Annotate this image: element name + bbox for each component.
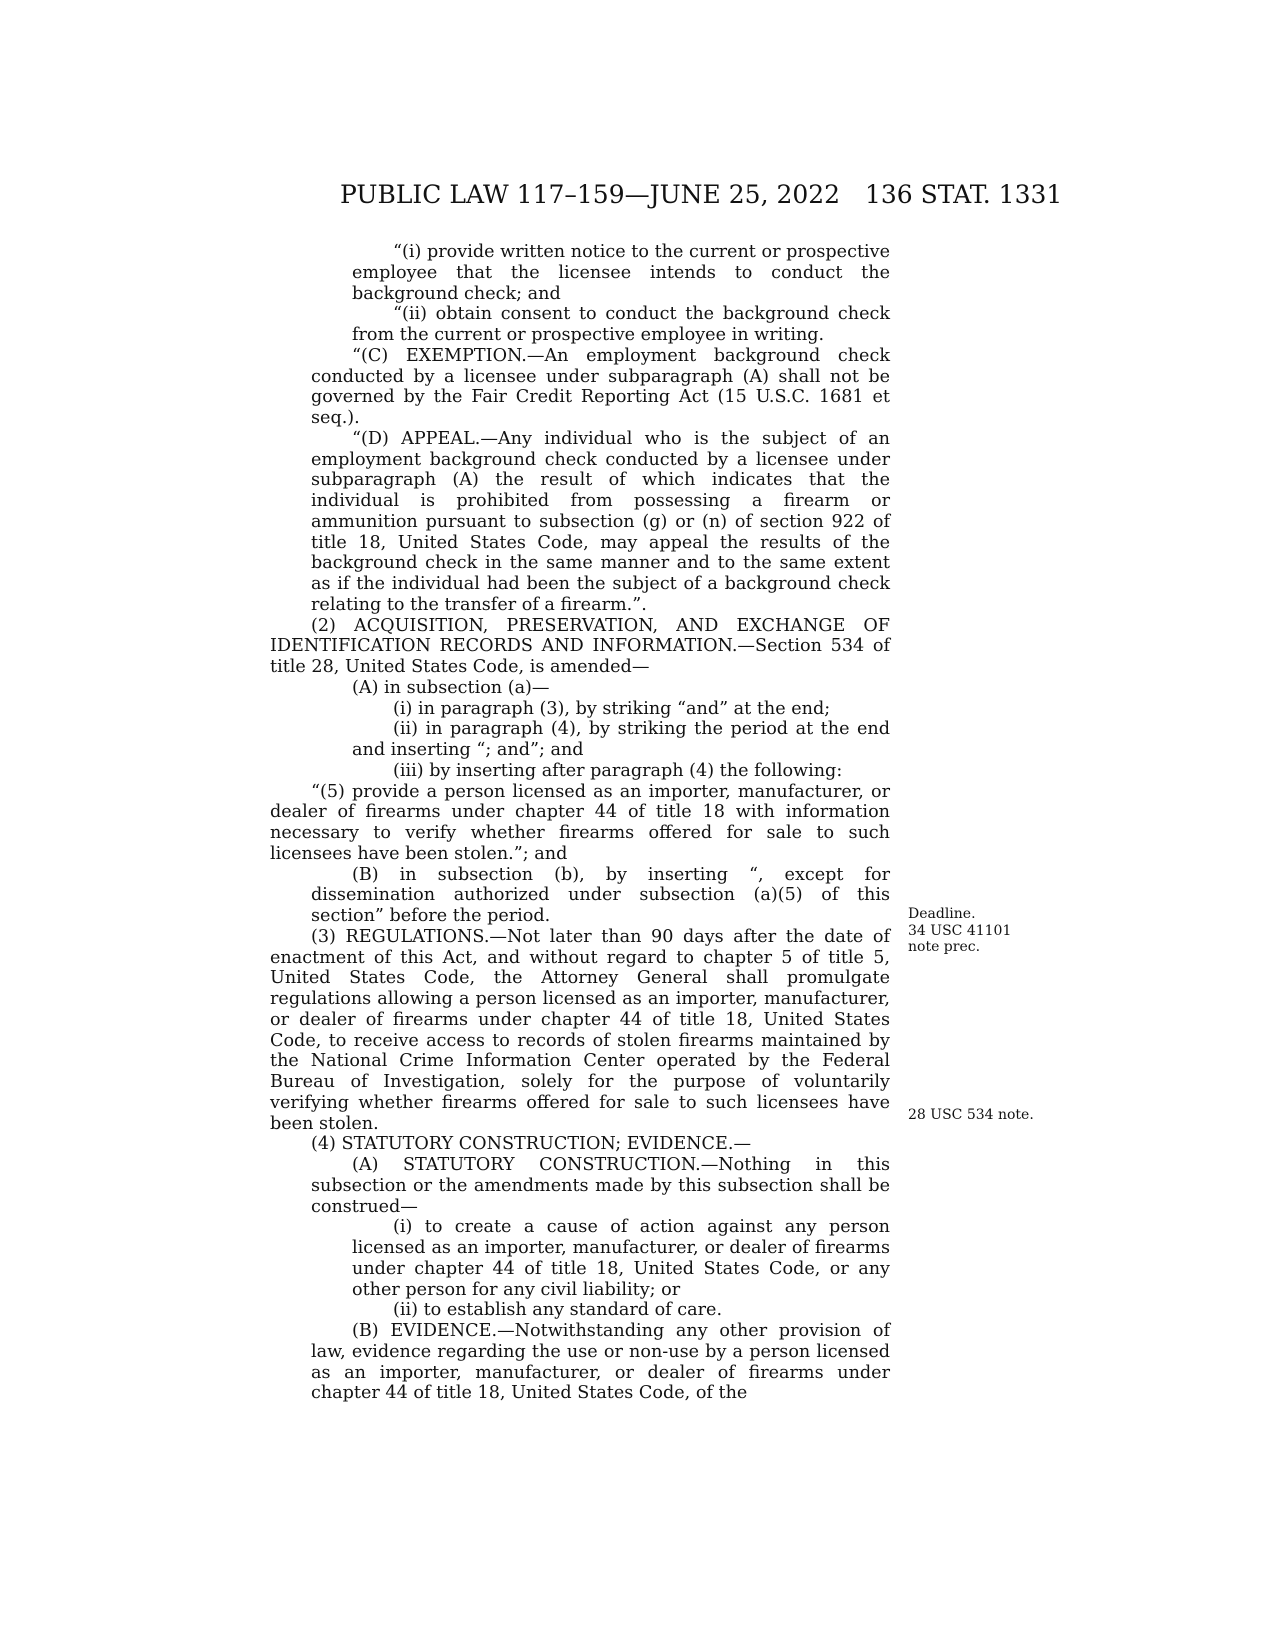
paragraph-9: (iii) by inserting after paragraph (4) the following: (393, 760, 843, 781)
paragraph-12: (3) REGULATIONS.—Not later than 90 days after the date of enactment of this Act, and without regard to chapter 5 of title 5, United States Code, the Attorney General shall promulgate regulations allowing a person licensed as an importer, manufacturer, or dealer of firearms under chapter 44 of title 18, United States Code, to receive access to records of stolen firearms maintained by the National Crime Information Center operated by the Federal Bureau of Investigation, solely for the purpose of voluntarily verifying whether firearms offered for sale to such licensees have been stolen. (270, 926, 890, 1134)
margin-note-deadline (908, 906, 1011, 956)
paragraph-13: (4) STATUTORY CONSTRUCTION; EVIDENCE.— (311, 1134, 752, 1155)
paragraph-1: “(i) provide written notice to the current or prospective employee that the licensee intends to conduct the background check; and (352, 242, 890, 304)
paragraph-16: (ii) to establish any standard of care. (393, 1300, 723, 1321)
paragraph-4: “(D) APPEAL.—Any individual who is the subject of an employment background check conducted by a licensee under subparagraph (A) the result of which indicates that the individual is prohibited from possessing a firearm or ammunition pursuant to subsection (g) or (n) of section 922 of title 18, United States Code, may appeal the results of the background check in the same manner and to the same extent as if the individual had been the subject of a background check relating to the transfer of a firearm.”. (311, 428, 890, 615)
paragraph-15: (i) to create a cause of action against any person licensed as an importer, manufacturer, or dealer of firearms under chapter 44 of title 18, United States Code, or any other person for any civil liability; or (352, 1217, 890, 1300)
margin-note-usc: 28 USC 534 note. (908, 1107, 1034, 1123)
margin-note-line: note prec. (908, 939, 981, 955)
paragraph-8: (ii) in paragraph (4), by striking the period at the end and inserting “; and”; and (352, 719, 890, 760)
running-header-page: 136 STAT. 1331 (865, 180, 1063, 209)
paragraph-14: (A) STATUTORY CONSTRUCTION.—Nothing in this subsection or the amendments made by this subsection shall be construed— (311, 1155, 890, 1217)
running-header-title: PUBLIC LAW 117–159—JUNE 25, 2022 (340, 180, 841, 209)
paragraph-7: (i) in paragraph (3), by striking “and” at the end; (393, 698, 831, 719)
paragraph-17: (B) EVIDENCE.—Notwithstanding any other provision of law, evidence regarding the use or non-use by a person licensed as an importer, manufacturer, or dealer of firearms under chapter 44 of title 18, United States Code, of the (311, 1321, 890, 1404)
paragraph-3: “(C) EXEMPTION.—An employment background check conducted by a licensee under subparagraph (A) shall not be governed by the Fair Credit Reporting Act (15 U.S.C. 1681 et seq.). (311, 345, 890, 428)
paragraph-2: “(ii) obtain consent to conduct the background check from the current or prospective employee in writing. (352, 304, 890, 345)
paragraph-11: (B) in subsection (b), by inserting “, except for dissemination authorized under subsection (a)(5) of this section” before the period. (311, 864, 890, 926)
margin-note-line: 34 USC 41101 (908, 922, 1012, 939)
margin-note-line: Deadline. (908, 906, 976, 922)
paragraph-5: (2) ACQUISITION, PRESERVATION, AND EXCHANGE OF IDENTIFICATION RECORDS AND INFORMATION.—Section 534 of title 28, United States Code, is amended— (270, 615, 890, 677)
paragraph-10: “(5) provide a person licensed as an importer, manufacturer, or dealer of firearms under chapter 44 of title 18 with information necessary to verify whether firearms offered for sale to such licensees have been stolen.”; and (270, 781, 890, 864)
paragraph-6: (A) in subsection (a)— (352, 677, 550, 698)
document-body (270, 242, 890, 1404)
